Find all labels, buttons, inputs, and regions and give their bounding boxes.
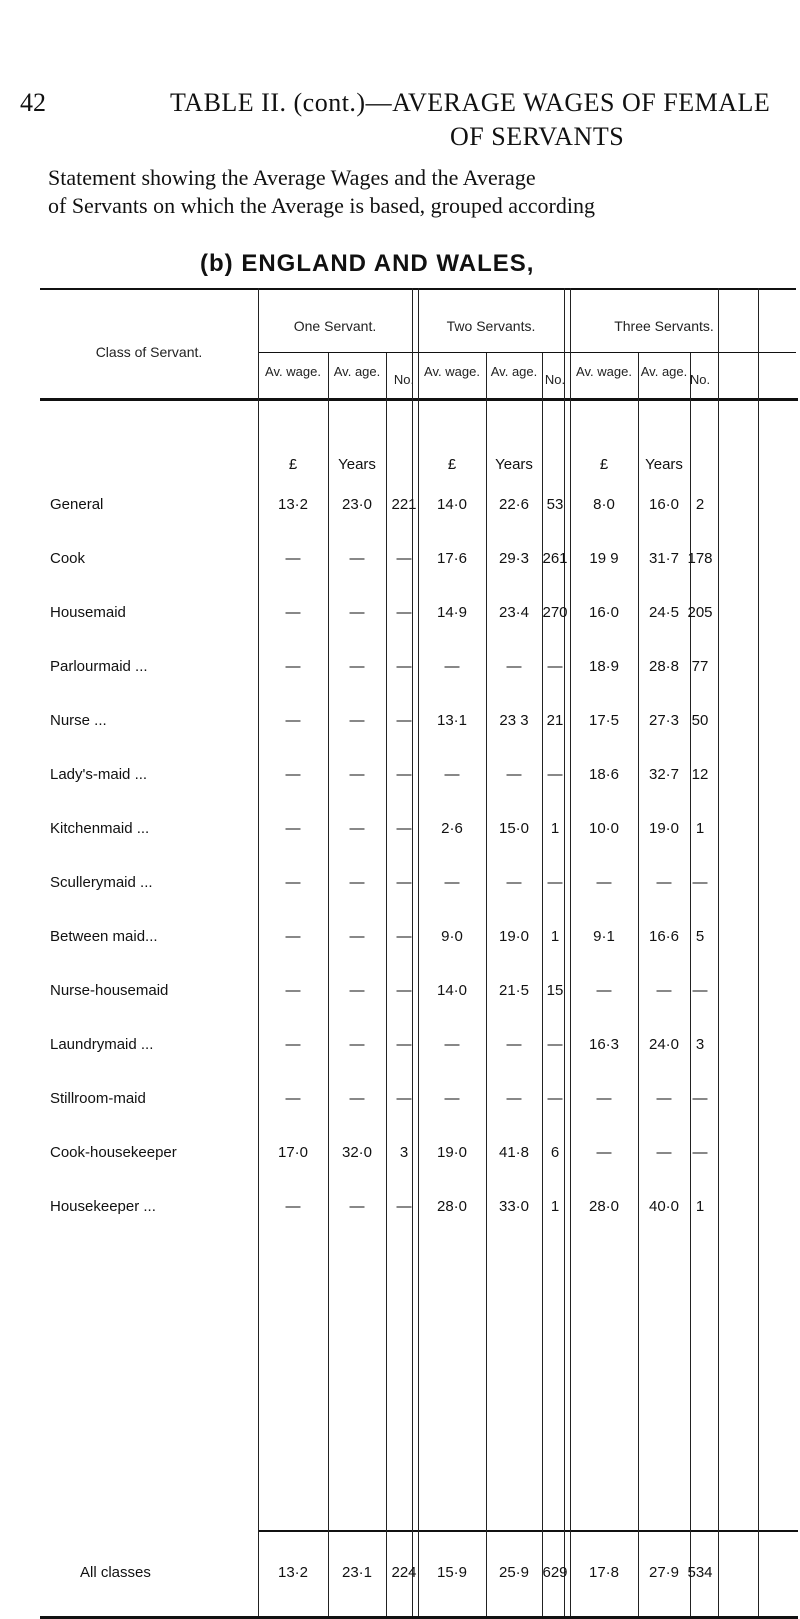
servant-class-name: Scullerymaid ...	[50, 874, 153, 891]
table-cell: 41·8	[498, 1144, 530, 1161]
table-cell: 15·0	[498, 820, 530, 837]
table-cell: —	[396, 712, 412, 729]
table-cell: 19·0	[498, 928, 530, 945]
table-cell: —	[396, 1090, 412, 1107]
table-title-continued: OF SERVANTS	[450, 122, 625, 151]
table-cell: 3	[695, 1036, 705, 1053]
servant-class-name: Between maid...	[50, 928, 158, 945]
table-cell: —	[285, 604, 301, 621]
table-cell: —	[349, 982, 365, 999]
table-cell: 178	[687, 550, 713, 567]
group-header: One Servant.	[293, 318, 377, 334]
table-cell: —	[349, 820, 365, 837]
table-cell: —	[692, 982, 708, 999]
group-header: Two Servants.	[446, 318, 536, 334]
table-cell: 13·1	[436, 712, 468, 729]
table-cell: 31·7	[648, 550, 680, 567]
table-cell: 19 9	[589, 550, 619, 567]
total-top-rule	[258, 1530, 798, 1532]
table-cell: 221	[391, 496, 417, 513]
table-cell: —	[396, 874, 412, 891]
table-cell: —	[506, 766, 522, 783]
table-cell: 13·2	[277, 496, 309, 513]
region-subtitle: (b) ENGLAND AND WALES,	[200, 250, 535, 277]
table-cell: —	[506, 658, 522, 675]
table-cell: —	[692, 1144, 708, 1161]
servant-class-name: Stillroom-maid	[50, 1090, 146, 1107]
table-cell: 23·4	[498, 604, 530, 621]
table-cell: —	[349, 1090, 365, 1107]
table-cell: —	[396, 604, 412, 621]
table-cell: —	[396, 982, 412, 999]
servant-class-name: Lady's-maid ...	[50, 766, 148, 783]
table-cell: —	[396, 928, 412, 945]
table-cell: 17·0	[277, 1144, 309, 1161]
table-cell: 32·0	[341, 1144, 373, 1161]
table-cell: 12	[691, 766, 709, 783]
statement-line: Statement showing the Average Wages and the Average	[48, 165, 536, 190]
table-cell: —	[444, 874, 460, 891]
table-cell: 27·3	[648, 712, 680, 729]
servant-class-name: Cook	[50, 550, 86, 567]
table-cell: 17·6	[436, 550, 468, 567]
table-cell: —	[285, 766, 301, 783]
group-divider	[412, 288, 413, 1616]
table-cell: 19·0	[648, 820, 680, 837]
servant-class-name: Kitchenmaid ...	[50, 820, 150, 837]
table-cell: 2	[695, 496, 705, 513]
table-cell: —	[547, 1036, 563, 1053]
unit-label: Years	[495, 456, 533, 473]
table-cell: 28·0	[588, 1198, 620, 1215]
table-cell: 19·0	[436, 1144, 468, 1161]
servant-class-name: Nurse ...	[50, 712, 107, 729]
table-cell: 28·8	[648, 658, 680, 675]
table-cell: 270	[542, 604, 568, 621]
col-divider	[758, 288, 759, 1616]
table-cell: —	[285, 1198, 301, 1215]
table-cell: 17·5	[588, 712, 620, 729]
table-cell: —	[506, 874, 522, 891]
table-cell: —	[547, 1090, 563, 1107]
table-cell: —	[692, 1090, 708, 1107]
table-cell: 1	[550, 1198, 560, 1215]
column-subheader: Av. wage.	[265, 364, 321, 379]
column-subheader: No.	[544, 372, 566, 387]
table-cell: 14·0	[436, 982, 468, 999]
column-subheader: No.	[393, 372, 415, 387]
table-cell: —	[692, 874, 708, 891]
table-cell: —	[444, 658, 460, 675]
table-cell: 15	[546, 982, 564, 999]
total-cell: 224	[391, 1564, 417, 1581]
table-cell: —	[444, 1036, 460, 1053]
unit-label: Years	[338, 456, 376, 473]
table-cell: 24·0	[648, 1036, 680, 1053]
table-cell: 50	[691, 712, 709, 729]
table-cell: 23 3	[499, 712, 529, 729]
table-cell: —	[506, 1090, 522, 1107]
table-cell: —	[396, 820, 412, 837]
table-cell: 261	[542, 550, 568, 567]
table-cell: 77	[691, 658, 709, 675]
statement-line: of Servants on which the Average is based, grouped according	[48, 193, 595, 218]
total-cell: 25·9	[498, 1564, 530, 1581]
table-cell: 40·0	[648, 1198, 680, 1215]
unit-label: Years	[645, 456, 683, 473]
column-subheader: Av. age.	[333, 364, 381, 379]
total-cell: 27·9	[648, 1564, 680, 1581]
table-cell: 16·6	[648, 928, 680, 945]
table-cell: 24·5	[648, 604, 680, 621]
group-header-rule	[258, 352, 796, 353]
table-cell: 8·0	[593, 496, 615, 513]
col-divider	[258, 288, 259, 1616]
table-cell: 1	[550, 928, 560, 945]
servant-class-name: Nurse-housemaid	[50, 982, 169, 999]
table-cell: —	[396, 1198, 412, 1215]
column-subheader: Av. age.	[640, 364, 688, 379]
table-title: TABLE II. (cont.)—AVERAGE WAGES OF FEMALE	[170, 88, 771, 117]
table-cell: —	[656, 1144, 672, 1161]
table-cell: —	[547, 658, 563, 675]
table-cell: —	[349, 658, 365, 675]
table-cell: —	[285, 712, 301, 729]
total-label: All classes	[80, 1564, 151, 1581]
group-divider	[570, 288, 571, 1616]
table-cell: 53	[546, 496, 564, 513]
servant-class-name: Laundrymaid ...	[50, 1036, 154, 1053]
table-cell: 9·1	[593, 928, 615, 945]
column-subheader: No.	[689, 372, 711, 387]
table-cell: 22·6	[498, 496, 530, 513]
table-cell: —	[596, 1090, 612, 1107]
group-divider	[418, 288, 419, 1616]
table-cell: —	[349, 712, 365, 729]
table-cell: 21	[546, 712, 564, 729]
table-cell: —	[506, 1036, 522, 1053]
table-cell: 16·0	[648, 496, 680, 513]
statement	[48, 164, 788, 220]
table-cell: —	[285, 1036, 301, 1053]
table-cell: —	[349, 766, 365, 783]
total-cell: 15·9	[436, 1564, 468, 1581]
table-cell: 5	[695, 928, 705, 945]
table-cell: 33·0	[498, 1198, 530, 1215]
table-cell: 16·0	[588, 604, 620, 621]
table-cell: —	[349, 604, 365, 621]
table-cell: 29·3	[498, 550, 530, 567]
table-cell: —	[285, 928, 301, 945]
table-cell: —	[396, 550, 412, 567]
table-cell: —	[547, 766, 563, 783]
table-cell: 205	[687, 604, 713, 621]
table-cell: —	[396, 1036, 412, 1053]
servant-class-name: General	[50, 496, 104, 513]
table-cell: 9·0	[441, 928, 463, 945]
unit-label: £	[599, 456, 609, 473]
table-cell: —	[349, 874, 365, 891]
column-subheader: Av. age.	[490, 364, 538, 379]
total-cell: 629	[542, 1564, 568, 1581]
column-subheader: Av. wage.	[576, 364, 632, 379]
table-cell: 14·0	[436, 496, 468, 513]
header-bottom-rule	[40, 398, 798, 401]
table-cell: 32·7	[648, 766, 680, 783]
table-cell: —	[596, 1144, 612, 1161]
table-cell: —	[656, 1090, 672, 1107]
servant-class-name: Parlourmaid ...	[50, 658, 148, 675]
table-cell: —	[285, 874, 301, 891]
total-cell: 13·2	[277, 1564, 309, 1581]
table-cell: 16·3	[588, 1036, 620, 1053]
table-cell: 10·0	[588, 820, 620, 837]
table-cell: —	[444, 766, 460, 783]
table-cell: —	[656, 874, 672, 891]
table-cell: 3	[399, 1144, 409, 1161]
group-divider	[718, 288, 719, 1616]
table-cell: 1	[695, 1198, 705, 1215]
group-divider	[564, 288, 565, 1616]
page-number: 42	[20, 88, 46, 117]
table-cell: 1	[550, 820, 560, 837]
table-cell: 18·9	[588, 658, 620, 675]
table-cell: —	[285, 820, 301, 837]
total-cell: 23·1	[341, 1564, 373, 1581]
table-cell: 23·0	[341, 496, 373, 513]
table-cell: —	[656, 982, 672, 999]
table-cell: 2·6	[441, 820, 463, 837]
table-cell: 1	[695, 820, 705, 837]
unit-label: £	[447, 456, 457, 473]
table-cell: —	[285, 550, 301, 567]
servant-class-name: Housemaid	[50, 604, 126, 621]
wages-table	[40, 288, 798, 1581]
unit-label: £	[288, 456, 298, 473]
table-cell: —	[285, 658, 301, 675]
table-cell: —	[396, 766, 412, 783]
class-of-servant-header: Class of Servant.	[95, 344, 203, 360]
column-subheader: Av. wage.	[424, 364, 480, 379]
table-cell: —	[285, 982, 301, 999]
table-cell: 21·5	[498, 982, 530, 999]
table-cell: —	[547, 874, 563, 891]
table-cell: —	[285, 1090, 301, 1107]
table-cell: 14·9	[436, 604, 468, 621]
group-header: Three Servants.	[614, 318, 714, 334]
table-cell: 6	[550, 1144, 560, 1161]
table-cell: —	[349, 550, 365, 567]
table-cell: 18·6	[588, 766, 620, 783]
table-cell: —	[596, 874, 612, 891]
table-cell: —	[349, 1198, 365, 1215]
table-cell: —	[349, 928, 365, 945]
table-cell: 28·0	[436, 1198, 468, 1215]
table-cell: —	[396, 658, 412, 675]
table-cell: —	[444, 1090, 460, 1107]
table-cell: —	[596, 982, 612, 999]
servant-class-name: Cook-housekeeper	[50, 1144, 177, 1161]
total-cell: 17·8	[588, 1564, 620, 1581]
total-cell: 534	[687, 1564, 713, 1581]
table-cell: —	[349, 1036, 365, 1053]
servant-class-name: Housekeeper ...	[50, 1198, 156, 1215]
